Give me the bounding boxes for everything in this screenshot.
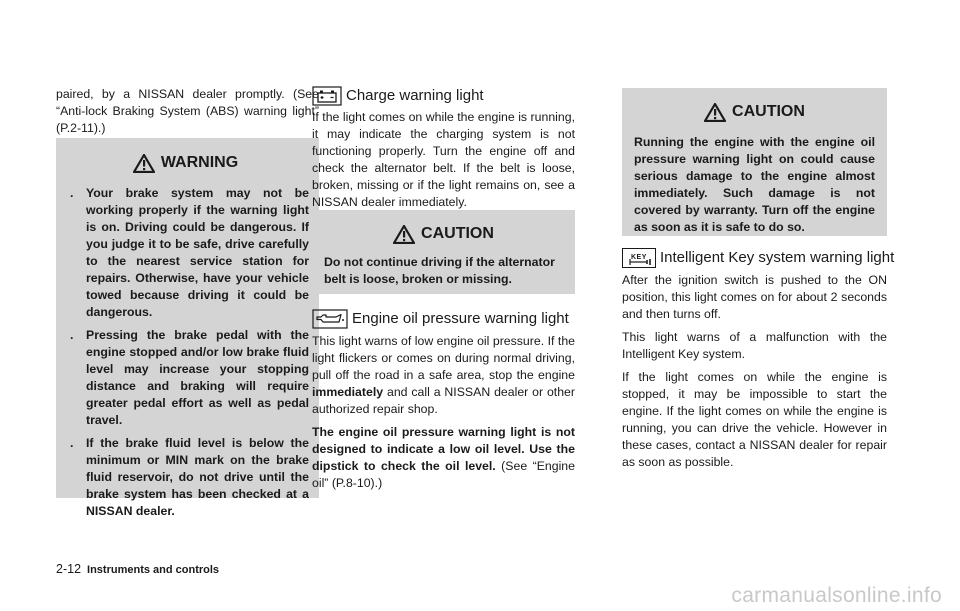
warning-triangle-icon (704, 103, 726, 122)
caution-text: Do not continue driving if the alternator belt is loose, broken or missing. (324, 255, 555, 287)
charge-heading-text: Charge warning light (346, 87, 484, 105)
warning-item: . If the brake fluid level is below the minimum or MIN mark on the brake fluid reservoir, do not drive until the brake system has been checked at a NISSAN dealer. (70, 436, 309, 519)
intro-paragraph: paired, by a NISSAN dealer promptly. (See “Anti-lock Braking System (ABS) warning light” (P.2-11).) (56, 87, 319, 135)
ikey-body (622, 272, 887, 471)
caution-header (324, 224, 563, 244)
oil-heading (312, 309, 569, 329)
page-number: 2-12 (56, 562, 82, 576)
caution-header (634, 102, 875, 122)
warning-item: . Pressing the brake pedal with the engine stopped and/or low brake fluid level may increase your stopping distance and braking will require greater pedal effort as well as pedal travel. (70, 328, 309, 428)
watermark: carmanualsonline.info (731, 584, 942, 607)
ikey-paragraph: This light warns of a malfunction with the Intelligent Key system. (622, 330, 887, 361)
ikey-paragraph: After the ignition switch is pushed to the ON position, this light comes on for about 2 seconds and then turns off. (622, 273, 887, 321)
section-title: Instruments and controls (87, 564, 220, 576)
caution-box-2 (622, 88, 887, 236)
oil-paragraph-2: The engine oil pressure warning light is not designed to indicate a low oil level. Use the dipstick to check the oil level. (See “Engine oil” (P.8-10).) (312, 425, 575, 490)
caution-title: CAUTION (421, 225, 494, 242)
ikey-heading-text: Intelligent Key system warning light (660, 249, 895, 267)
battery-icon (312, 86, 342, 106)
warning-title: WARNING (160, 154, 239, 171)
warning-box (56, 138, 319, 519)
bullet: . (70, 328, 74, 343)
oil-heading-text: Engine oil pressure warning light (352, 310, 569, 328)
oil-can-icon (312, 309, 348, 329)
bullet: . (70, 436, 74, 451)
warning-item: . Your brake system may not be working properly if the warning light is on. Driving could be dangerous. If you judge it to be safe, drive carefully to the nearest service station for repairs. Otherwise, have your vehicle towed because driving it could be dangerous. (70, 186, 309, 320)
charge-paragraph: If the light comes on while the engine is running, it may indicate the charging system is not functioning properly. Turn the engine off and check the alternator belt. If the belt is loose, broken, missing or if the light remains on, see a NISSAN dealer immediately. (312, 110, 575, 209)
caution-title: CAUTION (732, 103, 805, 120)
charge-heading (312, 86, 484, 106)
ikey-heading (622, 248, 894, 268)
bullet: . (70, 186, 74, 201)
oil-body (312, 333, 575, 492)
warning-list (62, 185, 309, 520)
oil-paragraph-1: This light warns of low engine oil pressure. If the light flickers or comes on during normal driving, pull off the road in a safe area, stop the engine immediately and call a NISSAN dealer or other authorized repair shop. (312, 334, 575, 416)
key-icon: KEY (622, 248, 656, 268)
warning-header (62, 153, 309, 173)
caution-box-1 (312, 210, 575, 294)
page-footer (56, 562, 219, 576)
warning-triangle-icon (133, 154, 155, 173)
ikey-paragraph: If the light comes on while the engine is stopped, it may be impossible to start the engine. If the light comes on while the engine is running, you can drive the vehicle. However in these cases, contact a NISSAN dealer for repair as soon as possible. (622, 370, 887, 469)
warning-triangle-icon (393, 225, 415, 244)
caution-text: Running the engine with the engine oil pressure warning light on could cause serious damage to the engine almost immediately. Such damage is not covered by warranty. Turn off the engine as soon as it is safe to do so. (634, 135, 875, 235)
